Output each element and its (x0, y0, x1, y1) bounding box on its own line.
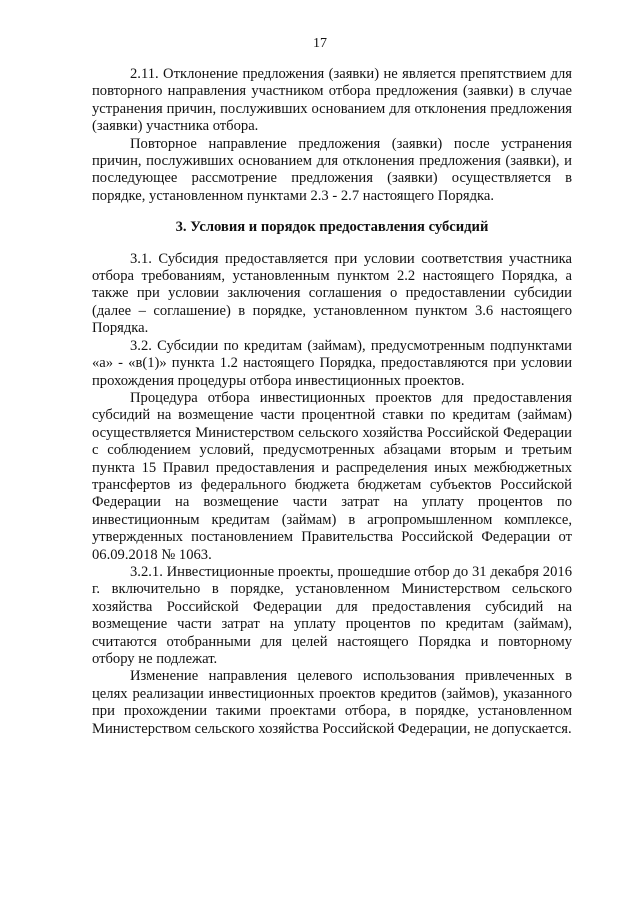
paragraph-selection-procedure: Процедура отбора инвестиционных проектов для предоставления субсидий на возмещение части процентной ставки по кредитам (займам) осуществляется Министерством сельского хозяйства Российской Федерации с соблюдением условий, предусмотренных абзацами вторым и третьим пункта 15 Правил предоставления и распределения иных межбюджетных трансфертов из федерального бюджета бюджетам субъектов Российской Федерации на возмещение части затрат на уплату процентов по инвестиционным кредитам (займам) в агропромышленном комплексе, утвержденных постановлением Правительства Российской Федерации от 06.09.2018 № 1063. (92, 389, 572, 563)
paragraph-3-2-1: 3.2.1. Инвестиционные проекты, прошедшие отбор до 31 декабря 2016 г. включительно в порядке, установленном Министерством сельского хозяйства Российской Федерации для предоставления субсидий на возмещение части затрат на уплату процентов по кредитам (займам), считаются отобранными для целей настоящего Порядка и повторному отбору не подлежат. (92, 563, 572, 667)
paragraph-resubmission: Повторное направление предложения (заявки) после устранения причин, послуживших основанием для отклонения предложения (заявки), и последующее рассмотрение предложения (заявки) осуществляется в порядке, установленном пунктами 2.3 - 2.7 настоящего Порядка. (92, 135, 572, 204)
paragraph-3-1: 3.1. Субсидия предоставляется при условии соответствия участника отбора требованиям, установленным пунктом 2.2 настоящего Порядка, а также при условии заключения соглашения о предоставлении субсидии (далее – соглашение) в порядке, установленном пунктом 3.6 настоящего Порядка. (92, 250, 572, 337)
section-heading: 3. Условия и порядок предоставления субсидий (175, 219, 489, 236)
page-number: 17 (313, 36, 327, 51)
paragraph-target-use-change: Изменение направления целевого использования привлеченных в целях реализации инвестиционных проектов кредитов (займов), указанного при прохождении такими проектами отбора, в порядке, установленном Министерством сельского хозяйства Российской Федерации, не допускается. (92, 668, 572, 737)
document-body (92, 66, 572, 738)
paragraph-3-2: 3.2. Субсидии по кредитам (займам), предусмотренным подпунктами «а» - «в(1)» пункта 1.2 настоящего Порядка, предоставляются при условии прохождения процедуры отбора инвестиционных проектов. (92, 337, 572, 389)
paragraph-2-11: 2.11. Отклонение предложения (заявки) не является препятствием для повторного направления участником отбора предложения (заявки) в случае устранения причин, послуживших основанием для отклонения предложения (заявки) участника отбора. (92, 66, 572, 135)
